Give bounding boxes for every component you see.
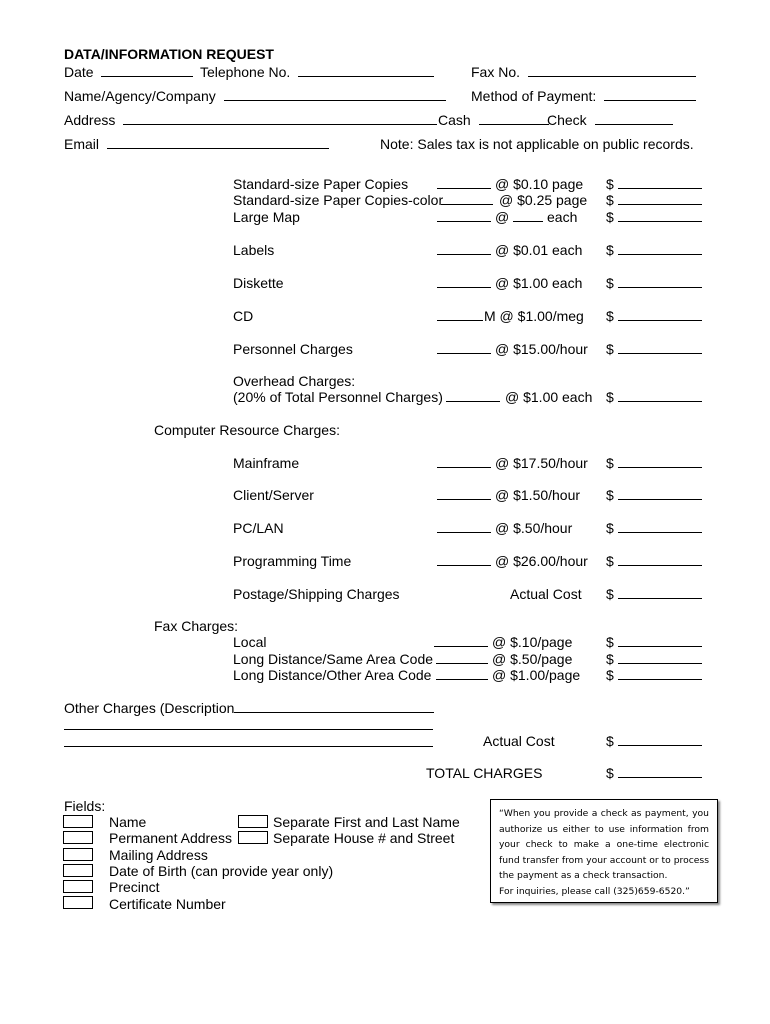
payment-field[interactable] (471, 88, 696, 104)
charge-label: Diskette (233, 275, 284, 291)
fax-label: Local (233, 634, 267, 650)
name-field[interactable] (64, 88, 446, 104)
charge-amount[interactable]: $ (606, 242, 702, 258)
field-checkbox[interactable] (63, 896, 93, 909)
charge-rate: @ $1.00 each (505, 389, 593, 405)
charge-label: Standard-size Paper Copies-color (233, 192, 444, 208)
field-checkbox[interactable] (63, 848, 93, 861)
charge-rate: @ $0.01 each (495, 242, 583, 258)
date-line (101, 64, 193, 77)
computer-rate: @ $26.00/hour (495, 553, 588, 569)
address-field[interactable] (64, 112, 437, 128)
computer-qty[interactable] (437, 520, 491, 536)
charge-qty[interactable] (437, 341, 491, 357)
computer-rate: @ $.50/hour (495, 520, 573, 536)
tax-note: Note: Sales tax is not applicable on public records. (380, 136, 694, 152)
fax-amount[interactable]: $ (606, 634, 702, 650)
computer-heading: Computer Resource Charges: (154, 422, 340, 438)
fax-label: Long Distance/Other Area Code (233, 667, 432, 683)
charge-amount[interactable]: $ (606, 209, 702, 225)
computer-label: Postage/Shipping Charges (233, 586, 400, 602)
charge-rate: @ $15.00/hour (495, 341, 588, 357)
field-label: Name (109, 814, 147, 830)
fax-qty[interactable] (436, 651, 488, 667)
other-actual-cost: Actual Cost (483, 733, 555, 749)
check-payment-note (490, 799, 718, 903)
fax-heading: Fax Charges: (154, 618, 239, 634)
fax-amount[interactable]: $ (606, 667, 702, 683)
charge-qty[interactable] (437, 308, 483, 324)
name-line (224, 88, 446, 101)
computer-rate: Actual Cost (510, 586, 582, 602)
check-note-text: “When you provide a check as payment, you authorize us either to use information from your check to make a one-time electronic fund transfer from your account or to process the payment as a check transaction. (499, 808, 710, 881)
telephone-field[interactable] (200, 64, 434, 80)
cash-field[interactable] (438, 112, 549, 128)
charge-amount[interactable]: $ (606, 176, 702, 192)
computer-label: Programming Time (233, 553, 352, 569)
charge-label: Standard-size Paper Copies (233, 176, 409, 192)
cash-label: Cash (438, 112, 471, 128)
other-charges-field[interactable] (64, 700, 434, 716)
fields-heading: Fields: (64, 798, 106, 814)
check-note-inquiries: For inquiries, please call (325)659-6520.” (499, 885, 690, 897)
telephone-label: Telephone No. (200, 64, 291, 80)
charge-qty[interactable] (446, 389, 500, 405)
check-line (595, 112, 673, 125)
payment-label: Method of Payment: (471, 88, 597, 104)
field-checkbox[interactable] (238, 815, 268, 828)
map-rate: @ each (495, 209, 578, 225)
field-label: Permanent Address (109, 830, 232, 846)
charge-label: Overhead Charges: (233, 373, 356, 389)
email-field[interactable] (64, 136, 329, 152)
computer-label: Mainframe (233, 455, 300, 471)
field-label: Mailing Address (109, 847, 208, 863)
field-label: Certificate Number (109, 896, 226, 912)
charge-rate: @ $1.00 each (495, 275, 583, 291)
computer-label: PC/LAN (233, 520, 284, 536)
payment-line (604, 88, 696, 101)
name-label: Name/Agency/Company (64, 88, 216, 104)
computer-qty[interactable] (437, 455, 491, 471)
telephone-line (298, 64, 434, 77)
field-label: Separate House # and Street (273, 830, 455, 846)
date-field[interactable] (64, 64, 193, 80)
computer-rate: @ $17.50/hour (495, 455, 588, 471)
charge-qty[interactable] (441, 192, 493, 208)
total-label: TOTAL CHARGES (426, 765, 543, 781)
email-line (107, 136, 329, 149)
field-checkbox[interactable] (63, 864, 93, 877)
charge-rate: M @ $1.00/meg (484, 308, 584, 324)
charge-amount[interactable]: $ (606, 275, 702, 291)
computer-label: Client/Server (233, 487, 314, 503)
charge-sublabel: (20% of Total Personnel Charges) (233, 389, 443, 405)
charge-label: Large Map (233, 209, 300, 225)
charge-qty[interactable] (437, 242, 491, 258)
fax-amount[interactable]: $ (606, 651, 702, 667)
computer-amount[interactable]: $ (606, 586, 702, 602)
other-amount[interactable]: $ (606, 733, 702, 749)
charge-amount[interactable]: $ (606, 192, 702, 208)
field-checkbox[interactable] (63, 880, 93, 893)
charge-rate: @ $0.10 page (495, 176, 584, 192)
charge-qty[interactable] (437, 176, 491, 192)
fax-label: Long Distance/Same Area Code (233, 651, 434, 667)
other-charges-line (234, 700, 434, 713)
computer-qty[interactable] (437, 487, 491, 503)
cash-line (479, 112, 549, 125)
charge-qty[interactable] (437, 275, 491, 291)
other-description-line[interactable] (64, 729, 433, 730)
fax-rate: @ $.10/page (492, 634, 573, 650)
computer-amount[interactable]: $ (606, 553, 702, 569)
other-description-line[interactable] (64, 746, 433, 747)
computer-rate: @ $1.50/hour (495, 487, 581, 503)
field-label: Separate First and Last Name (273, 814, 460, 830)
field-label: Precinct (109, 879, 160, 895)
field-checkbox[interactable] (63, 831, 93, 844)
charge-label: Labels (233, 242, 275, 258)
fax-rate: @ $.50/page (492, 651, 573, 667)
charge-amount[interactable]: $ (606, 341, 702, 357)
field-checkbox[interactable] (238, 831, 268, 844)
fax-label: Fax No. (471, 64, 521, 80)
computer-qty[interactable] (437, 553, 491, 569)
fax-field[interactable] (471, 64, 696, 80)
fax-qty[interactable] (434, 634, 488, 650)
address-label: Address (64, 112, 116, 128)
email-label: Email (64, 136, 100, 152)
fax-line (528, 64, 696, 77)
computer-amount[interactable]: $ (606, 520, 702, 536)
check-field[interactable] (547, 112, 673, 128)
charge-label: Personnel Charges (233, 341, 353, 357)
fax-rate: @ $1.00/page (492, 667, 581, 683)
charge-rate: @ $0.25 page (499, 192, 588, 208)
page-title: DATA/INFORMATION REQUEST (64, 46, 274, 62)
total-amount[interactable]: $ (606, 765, 702, 781)
other-charges-label: Other Charges (Description (64, 700, 235, 716)
map-rate-line[interactable] (513, 209, 543, 222)
computer-amount[interactable]: $ (606, 455, 702, 471)
field-checkbox[interactable] (63, 815, 93, 828)
check-label: Check (547, 112, 587, 128)
field-label: Date of Birth (can provide year only) (109, 863, 334, 879)
charge-qty[interactable] (437, 209, 491, 225)
computer-amount[interactable]: $ (606, 487, 702, 503)
charge-amount[interactable]: $ (606, 389, 702, 405)
charge-amount[interactable]: $ (606, 308, 702, 324)
address-line (123, 112, 437, 125)
charge-label: CD (233, 308, 254, 324)
date-label: Date (64, 64, 94, 80)
fax-qty[interactable] (436, 667, 488, 683)
